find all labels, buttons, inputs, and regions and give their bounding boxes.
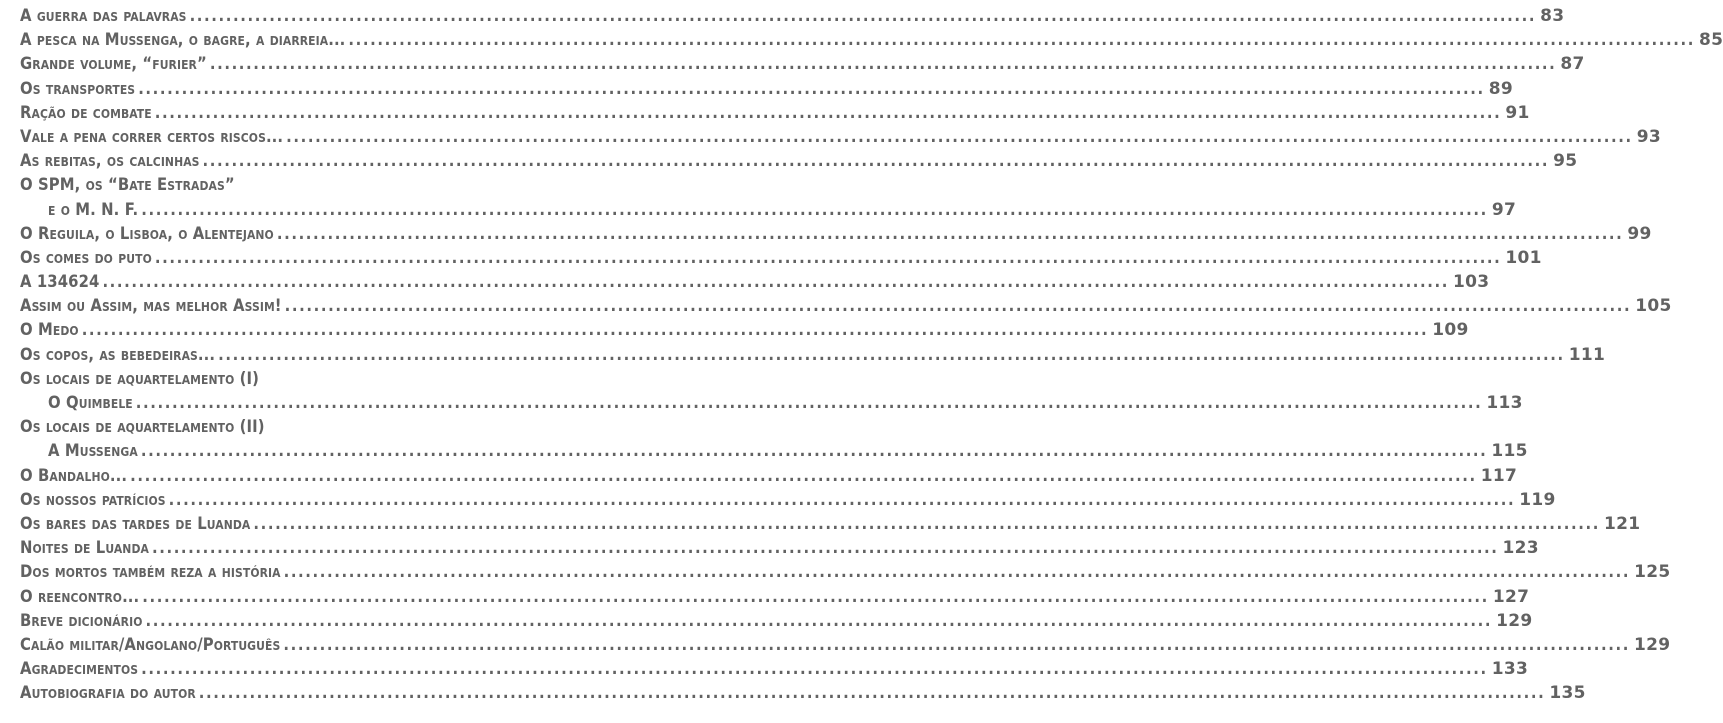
toc-entry-page-number: 97 xyxy=(1491,199,1517,220)
toc-entry-page-number: 135 xyxy=(1549,683,1586,704)
dot-leader xyxy=(210,52,1557,76)
dot-leader xyxy=(141,439,1488,463)
table-of-contents xyxy=(20,4,1723,705)
toc-entry-title: Os locais de aquartelamento (I) xyxy=(20,368,260,388)
toc-entry-heading xyxy=(20,173,678,197)
toc-entry-title: Noites de Luanda xyxy=(20,538,149,558)
toc-entry[interactable] xyxy=(20,609,1533,633)
dot-leader xyxy=(155,246,1502,270)
toc-entry-page-number: 113 xyxy=(1486,393,1523,413)
toc-entry-page-number: 121 xyxy=(1603,513,1641,534)
toc-entry-page-number: 115 xyxy=(1491,441,1528,462)
toc-entry-page-number: 89 xyxy=(1488,78,1514,99)
dot-leader xyxy=(190,4,1537,28)
dot-leader xyxy=(277,222,1624,246)
toc-entry-page-number: 101 xyxy=(1505,247,1542,268)
toc-entry-title: A pesca na Mussenga, o bagre, a diarreia... xyxy=(20,30,346,50)
toc-entry-title: Agradecimentos xyxy=(20,659,139,679)
toc-entry-heading xyxy=(20,415,678,439)
toc-entry[interactable] xyxy=(20,439,1528,463)
toc-entry-page-number: 83 xyxy=(1540,6,1565,26)
toc-entry-title: O Quimbele xyxy=(48,393,133,412)
toc-entry-page-number: 85 xyxy=(1699,30,1723,51)
toc-entry-page-number: 111 xyxy=(1568,344,1606,365)
toc-entry[interactable] xyxy=(20,681,1586,705)
toc-entry[interactable] xyxy=(20,536,1539,560)
toc-entry-page-number: 125 xyxy=(1634,562,1671,583)
toc-entry-page-number: 87 xyxy=(1560,54,1585,75)
toc-entry-title: Calão militar/Angolano/Português xyxy=(20,634,281,654)
toc-entry-page-number: 99 xyxy=(1627,223,1652,244)
toc-entry[interactable] xyxy=(20,657,1529,681)
toc-entry-title: e o M. N. F. xyxy=(48,199,139,219)
toc-entry-title: Os nossos patrícios xyxy=(20,489,166,509)
toc-entry-page-number: 133 xyxy=(1491,659,1529,680)
toc-entry-title: Os locais de aquartelamento (II) xyxy=(20,417,265,437)
toc-entry-page-number: 129 xyxy=(1496,610,1533,631)
toc-entry[interactable] xyxy=(20,77,1514,101)
toc-entry-page-number: 127 xyxy=(1492,586,1530,607)
dot-leader xyxy=(284,560,1631,584)
toc-entry-page-number: 91 xyxy=(1505,102,1530,123)
toc-entry-title: A Mussenga xyxy=(48,441,138,461)
toc-entry-title: O Bandalho... xyxy=(20,465,128,485)
toc-entry-title: O Medo xyxy=(20,320,79,340)
dot-leader xyxy=(141,198,1488,222)
toc-entry-title: A guerra das palavras xyxy=(20,6,187,25)
toc-entry[interactable] xyxy=(20,464,1518,488)
toc-entry-title: Breve dicionário xyxy=(20,610,143,630)
dot-leader xyxy=(218,343,1565,367)
toc-entry[interactable] xyxy=(20,246,1542,270)
toc-entry-title: O reencontro... xyxy=(20,586,140,606)
toc-entry-title: As rebitas, os calcinhas xyxy=(20,151,200,171)
dot-leader xyxy=(286,125,1633,149)
toc-entry-page-number: 93 xyxy=(1636,126,1662,147)
toc-entry-page-number: 129 xyxy=(1633,634,1671,655)
toc-entry-title: A 134624 xyxy=(20,272,100,292)
toc-entry-title: Os transportes xyxy=(20,78,136,98)
toc-entry-title: Autobiografia do autor xyxy=(20,683,196,703)
toc-entry[interactable] xyxy=(20,125,1662,149)
toc-entry[interactable] xyxy=(20,149,1578,173)
toc-entry-title: Os copos, as bebedeiras... xyxy=(20,344,216,364)
toc-entry[interactable] xyxy=(20,52,1585,76)
dot-leader xyxy=(283,633,1630,657)
toc-entry-title: Grande volume, “furier” xyxy=(20,54,207,74)
toc-entry[interactable] xyxy=(20,294,1672,318)
dot-leader xyxy=(155,101,1502,125)
dot-leader xyxy=(102,270,1449,294)
toc-entry[interactable] xyxy=(20,560,1671,584)
dot-leader xyxy=(199,681,1546,705)
toc-entry[interactable] xyxy=(20,633,1671,657)
toc-entry-page-number: 95 xyxy=(1553,151,1578,172)
toc-entry-page-number: 117 xyxy=(1480,465,1518,486)
toc-entry-title: Ração de combate xyxy=(20,102,152,122)
toc-entry[interactable] xyxy=(20,222,1652,246)
dot-leader xyxy=(169,488,1516,512)
toc-entry[interactable] xyxy=(20,198,1517,222)
toc-entry[interactable] xyxy=(20,585,1530,609)
toc-entry[interactable] xyxy=(20,101,1530,125)
dot-leader xyxy=(82,318,1429,342)
toc-entry-title: O Reguila, o Lisboa, o Alentejano xyxy=(20,223,274,243)
toc-entry-title: Os comes do puto xyxy=(20,247,152,267)
toc-entry[interactable] xyxy=(20,343,1606,367)
toc-entry-title: Dos mortos também reza a história xyxy=(20,562,281,582)
toc-entry-page-number: 105 xyxy=(1635,296,1672,317)
dot-leader xyxy=(253,512,1600,536)
dot-leader xyxy=(130,464,1477,488)
dot-leader xyxy=(141,657,1488,681)
toc-entry[interactable] xyxy=(20,512,1641,536)
toc-entry[interactable] xyxy=(20,391,1523,415)
toc-entry[interactable] xyxy=(20,4,1565,28)
dot-leader xyxy=(152,536,1499,560)
toc-entry-title: Os bares das tardes de Luanda xyxy=(20,513,251,533)
toc-entry[interactable] xyxy=(20,28,1723,52)
dot-leader xyxy=(138,77,1485,101)
toc-entry-page-number: 123 xyxy=(1502,538,1539,559)
dot-leader xyxy=(145,609,1492,633)
toc-entry[interactable] xyxy=(20,488,1556,512)
dot-leader xyxy=(285,294,1632,318)
toc-entry-title: Assim ou Assim, mas melhor Assim! xyxy=(20,296,282,316)
toc-entry[interactable] xyxy=(20,318,1469,342)
toc-entry-page-number: 119 xyxy=(1519,489,1556,510)
toc-entry-title: O SPM, os “Bate Estradas” xyxy=(20,175,235,195)
toc-entry-page-number: 103 xyxy=(1453,272,1490,293)
toc-entry-page-number: 109 xyxy=(1432,320,1469,341)
toc-entry-title: Vale a pena correr certos riscos... xyxy=(20,126,284,146)
dot-leader xyxy=(136,391,1483,415)
toc-entry[interactable] xyxy=(20,270,1490,294)
dot-leader xyxy=(348,28,1695,52)
toc-entry-heading xyxy=(20,367,678,391)
dot-leader xyxy=(203,149,1550,173)
dot-leader xyxy=(142,585,1489,609)
